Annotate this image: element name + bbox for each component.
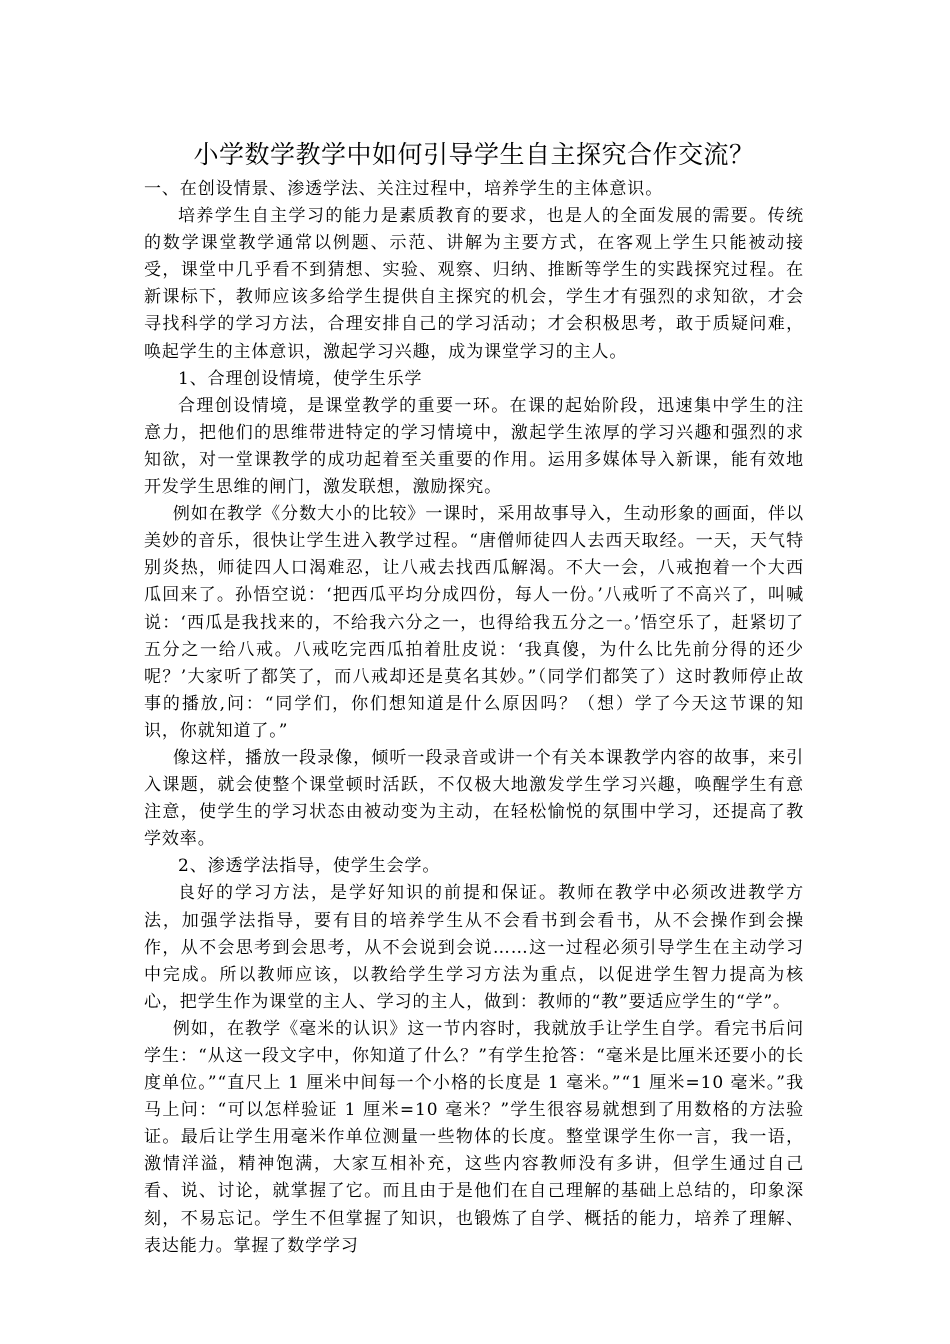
document-page [144, 138, 804, 1260]
subsection-1-example: 例如在教学《分数大小的比较》一课时，采用故事导入，生动形象的画面，伴以美妙的音乐，很快让学生进入教学过程。“唐僧师徒四人去西天取经。一天，天气特别炎热，师徒四人口渴难忍，让八戒去找西瓜解渴。不大一会，八戒抱着一个大西瓜回来了。孙悟空说：‘把西瓜平均分成四份，每人一份。’八戒听了不高兴了，叫喊说：‘西瓜是我找来的，不给我六分之一，也得给我五分之一。’悟空乐了，赶紧切了五分之一给八戒。八戒吃完西瓜拍着肚皮说：‘我真傻，为什么比先前分得的还少呢？’大家听了都笑了，而八戒却还是莫名其妙。”（同学们都笑了）这时教师停止故事的播放,问：“同学们，你们想知道是什么原因吗？（想）学了今天这节课的知识，你就知道了。” [144, 504, 804, 741]
subsection-1-summary: 像这样，播放一段录像，倾听一段录音或讲一个有关本课教学内容的故事，来引入课题，就会使整个课堂顿时活跃，不仅极大地激发学生学习兴趣，唤醒学生有意注意，使学生的学习状态由被动变为主动，在轻松愉悦的氛围中学习，还提高了教学效率。 [144, 747, 804, 850]
intro-paragraph: 培养学生自主学习的能力是素质教育的要求，也是人的全面发展的需要。传统的数学课堂教学通常以例题、示范、讲解为主要方式，在客观上学生只能被动接受，课堂中几乎看不到猜想、实验、观察、归纳、推断等学生的实践探究过程。在新课标下，教师应该多给学生提供自主探究的机会，学生才有强烈的求知欲，才会寻找科学的学习方法，合理安排自己的学习活动；才会积极思考，敢于质疑问难，唤起学生的主体意识，激起学习兴趣，成为课堂学习的主人。 [144, 206, 804, 362]
subsection-1-body: 合理创设情境，是课堂教学的重要一环。在课的起始阶段，迅速集中学生的注意力，把他们的思维带进特定的学习情境中，激起学生浓厚的学习兴趣和强烈的求知欲，对一堂课教学的成功起着至关重要的作用。运用多媒体导入新课，能有效地开发学生思维的闸门，激发联想，激励探究。 [144, 395, 804, 498]
subsection-2-body: 良好的学习方法，是学好知识的前提和保证。教师在教学中必须改进教学方法，加强学法指导，要有目的培养学生从不会看书到会看书，从不会操作到会操作，从不会思考到会思考，从不会说到会说……这一过程必须引导学生在主动学习中完成。所以教师应该，以教给学生学习方法为重点，以促进学生智力提高为核心，把学生作为课堂的主人、学习的主人，做到：教师的“教”要适应学生的“学”。 [144, 883, 804, 1012]
subsection-2-heading: 2、渗透学法指导，使学生会学。 [178, 856, 441, 877]
subsection-2-example: 例如，在教学《毫米的认识》这一节内容时，我就放手让学生自学。看完书后问学生：“从这一段文字中，你知道了什么？”有学生抢答：“毫米是比厘米还要小的长度单位。”“直尺上 1 厘米中间每一个小格的长度是 1 毫米。”“1 厘米=10 毫米。”我马上问：“可以怎样验证 1 厘米=10 毫米？”学生很容易就想到了用数格的方法验证。最后让学生用毫米作单位测量一些物体的长度。整堂课学生你一言，我一语，激情洋溢，精神饱满，大家互相补充，这些内容教师没有多讲，但学生通过自己看、说、讨论，就掌握了它。而且由于是他们在自己理解的基础上总结的，印象深刻，不易忘记。学生不但掌握了知识，也锻炼了自学、概括的能力，培养了理解、表达能力。掌握了数学学习 [144, 1018, 804, 1256]
section-1-heading: 一、在创设情景、渗透学法、关注过程中，培养学生的主体意识。 [144, 179, 664, 199]
document-title: 小学数学教学中如何引导学生自主探究合作交流？ [193, 140, 755, 169]
subsection-1-heading: 1、合理创设情境，使学生乐学 [178, 368, 423, 389]
